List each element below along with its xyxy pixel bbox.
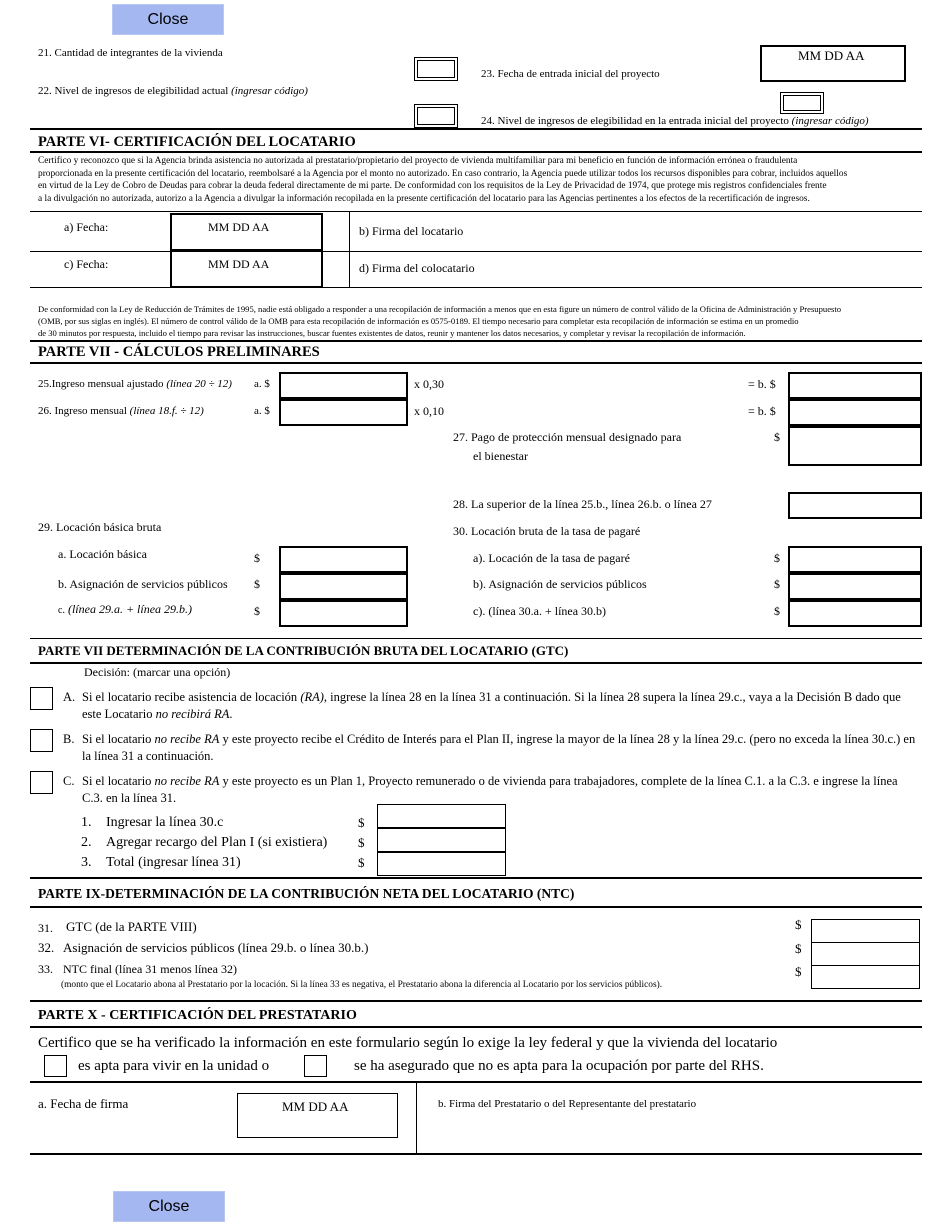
line-29b-field[interactable]	[279, 573, 408, 600]
line-28-label: 28. La superior de la línea 25.b., línea 26.b. o línea 27	[453, 497, 712, 511]
line-32-label: Asignación de servicios públicos (línea 29.b. o línea 30.b.)	[63, 940, 369, 955]
divider	[30, 251, 922, 252]
cotenant-signature-label: d) Firma del colocatario	[359, 261, 475, 275]
line-30-label: 30. Locación bruta de la tasa de pagaré	[453, 524, 641, 538]
divider	[30, 638, 922, 639]
date-placeholder: MM DD AA	[798, 48, 865, 63]
not-habitable-checkbox[interactable]	[304, 1055, 327, 1077]
date-a-field[interactable]	[170, 213, 323, 251]
decision-b-letter: B.	[63, 732, 75, 746]
line-32-number: 32.	[38, 940, 55, 955]
part-7-title: PARTE VII - CÁLCULOS PRELIMINARES	[38, 344, 320, 360]
decision-a-text: Si el locatario recibe asistencia de locación (RA), ingrese la línea 28 en la línea 31 a continuación. Si la línea 28 supera la línea 29.c., vaya a la Decisión B dado que este Locatario no recibirá RA.	[82, 690, 901, 721]
divider	[30, 1000, 922, 1002]
dollar-sign: $	[254, 577, 260, 591]
decision-label: Decisión: (marcar una opción)	[84, 665, 231, 679]
line-30b-label: b). Asignación de servicios públicos	[473, 577, 647, 591]
habitable-label: es apta para vivir en la unidad o	[78, 1058, 270, 1074]
divider	[30, 287, 922, 288]
line-29b-label: b. Asignación de servicios públicos	[58, 577, 228, 591]
line-25-a-dollar: a. $	[254, 378, 270, 390]
line-33-label: NTC final (línea 31 menos línea 32)	[63, 962, 237, 976]
line-22-field[interactable]	[414, 104, 458, 128]
habitable-checkbox[interactable]	[44, 1055, 67, 1077]
decision-b-text: Si el locatario no recibe RA y este proyecto recibe el Crédito de Interés para el Plan II, ingrese la mayor de la línea 28 y la línea 29.c. (pero no exceda la línea 30.c.) en la línea 31 a continuación.	[82, 732, 916, 763]
dollar-sign: $	[358, 815, 365, 830]
line-30a-label: a). Locación de la tasa de pagaré	[473, 551, 630, 565]
divider	[30, 340, 922, 342]
line-25b-field[interactable]	[788, 372, 922, 399]
sub-3-number: 3.	[81, 855, 92, 870]
line-31-label: GTC (de la PARTE VIII)	[66, 919, 197, 934]
c-lines-field-group	[377, 804, 506, 876]
decision-b-checkbox[interactable]	[30, 729, 53, 752]
line-26-a-dollar: a. $	[254, 405, 270, 417]
dollar-sign: $	[795, 941, 802, 956]
divider	[349, 211, 350, 288]
line-30b-field[interactable]	[788, 573, 922, 600]
dollar-sign: $	[795, 964, 802, 979]
dollar-sign: $	[254, 604, 260, 618]
divider	[30, 1153, 922, 1155]
multiplier-010: x 0,10	[414, 404, 444, 418]
divider	[378, 851, 505, 853]
close-button-top[interactable]: Close	[112, 4, 224, 35]
line-30c-field[interactable]	[788, 600, 922, 627]
line-25-b-dollar: = b. $	[748, 377, 776, 391]
line-30c-label: c). (línea 30.a. + línea 30.b)	[473, 604, 607, 618]
sub-1-label: Ingresar la línea 30.c	[106, 815, 224, 830]
divider	[378, 827, 505, 829]
sign-date-label: a. Fecha de firma	[38, 1096, 129, 1111]
line-22-label: 22. Nivel de ingresos de elegibilidad actual (ingresar código)	[38, 85, 308, 97]
line-31-number: 31.	[38, 921, 53, 935]
dollar-sign: $	[358, 855, 365, 870]
line-21-label: 21. Cantidad de integrantes de la vivienda	[38, 47, 223, 59]
sub-1-number: 1.	[81, 815, 92, 830]
decision-a-checkbox[interactable]	[30, 687, 53, 710]
sub-2-number: 2.	[81, 835, 92, 850]
sub-3-label: Total (ingresar línea 31)	[106, 855, 241, 870]
line-26a-field[interactable]	[279, 399, 408, 426]
part-9-title: PARTE IX-DETERMINACIÓN DE LA CONTRIBUCIÓN NETA DEL LOCATARIO (NTC)	[38, 886, 575, 901]
decision-a-letter: A.	[63, 690, 76, 704]
line-29-label: 29. Locación básica bruta	[38, 520, 162, 534]
omb-notice: De conformidad con la Ley de Reducción de Trámites de 1995, nadie está obligado a responder a una recopilación de información a menos que en esta figure un número de control válido de la Oficina de Administración y Presupuesto (OMB, por sus siglas en inglés). El número de control válido de la OMB para esta recopilación de información es 0575-0189. El tiempo necesario para completar esta recopilación de información se estima en un promedio de 30 minutos por respuesta, incluido el tiempo para revisar las instrucciones, buscar fuentes existentes de datos, reunir y mantener los datos necesarios, y completar y revisar la recopilación de información.	[38, 304, 842, 338]
line-29a-field[interactable]	[279, 546, 408, 573]
line-31-field[interactable]	[811, 919, 920, 943]
line-25a-field[interactable]	[279, 372, 408, 399]
line-29a-label: a. Locación básica	[58, 547, 147, 561]
dollar-sign: $	[774, 604, 780, 618]
date-c-label: c) Fecha:	[64, 257, 109, 271]
dollar-sign: $	[774, 430, 780, 444]
line-23-label: 23. Fecha de entrada inicial del proyecto	[481, 68, 660, 80]
line-29c-field[interactable]	[279, 600, 408, 627]
divider	[30, 906, 922, 908]
decision-c-text: Si el locatario no recibe RA y este proyecto es un Plan 1, Proyecto remunerado o de vivienda para trabajadores, complete de la línea C.1. a la C.3. e ingrese la línea C.3. en la línea 31.	[82, 774, 898, 805]
divider	[30, 128, 922, 130]
part-6-title: PARTE VI- CERTIFICACIÓN DEL LOCATARIO	[38, 134, 356, 150]
divider	[416, 1082, 417, 1154]
line-25-label: 25.Ingreso mensual ajustado (línea 20 ÷ 12)	[38, 378, 232, 390]
tenant-signature-label: b) Firma del locatario	[359, 224, 464, 238]
part-8-title: PARTE VII DETERMINACIÓN DE LA CONTRIBUCIÓN BRUTA DEL LOCATARIO (GTC)	[38, 643, 569, 658]
line-32-field[interactable]	[811, 942, 920, 966]
part-6-paragraph: Certifico y reconozco que si la Agencia brinda asistencia no autorizada al prestatario/propietario del proyecto de vivienda multifamiliar para mi beneficio en función de información errónea o fraudulenta proporcionada en la presente certificación del locatario, reembolsaré a la Agencia por el monto no autorizado. En caso contrario, la Agencia puede utilizar todos los recursos disponibles para cobrar, incluidos aquellos en virtud de la Ley de Cobro de Deudas para cobrar la deuda federal directamente de mi parte. De conformidad con los requisitos de la Ley de Privacidad de 1974, que protege mis registros confidenciales frente a la divulgación no autorizada, autorizo a la Agencia a divulgar la información recopilada en la presente certificación del locatario para las Agencias pertinentes a los efectos de la recertificación de ingresos.	[38, 156, 848, 204]
date-placeholder: MM DD AA	[282, 1099, 349, 1114]
sign-date-field[interactable]	[237, 1093, 398, 1138]
borrower-signature-label: b. Firma del Prestatario o del Representante del prestatario	[438, 1098, 697, 1110]
date-placeholder: MM DD AA	[208, 257, 270, 271]
line-26-label: 26. Ingreso mensual (línea 18.f. ÷ 12)	[38, 405, 204, 417]
divider	[30, 877, 922, 879]
part-10-title: PARTE X - CERTIFICACIÓN DEL PRESTATARIO	[38, 1008, 357, 1023]
dollar-sign: $	[795, 917, 802, 932]
divider	[30, 151, 922, 153]
line-28-field[interactable]	[788, 492, 922, 519]
multiplier-030: x 0,30	[414, 377, 444, 391]
line-29c-label: c. (línea 29.a. + línea 29.b.)	[58, 602, 193, 616]
close-button-bottom[interactable]: Close	[113, 1191, 225, 1222]
divider	[30, 362, 922, 364]
divider	[30, 1081, 922, 1083]
line-24-field[interactable]	[780, 92, 824, 114]
line-27-label: 27. Pago de protección mensual designado para	[453, 430, 682, 444]
divider	[30, 1026, 922, 1028]
borrower-cert-statement: Certifico que se ha verificado la información en este formulario según lo exige la ley federal y que la vivienda del locatario	[38, 1035, 778, 1051]
dollar-sign: $	[358, 835, 365, 850]
line-33-field[interactable]	[811, 965, 920, 989]
date-c-field[interactable]	[170, 250, 323, 288]
line-27-field[interactable]	[788, 426, 922, 466]
date-a-label: a) Fecha:	[64, 220, 109, 234]
line-27-label-cont: el bienestar	[473, 449, 528, 463]
line-33-note: (monto que el Locatario abona al Prestatario por la locación. Si la línea 33 es negativa, el Prestatario abona la diferencia al Locatario por los servicios públicos).	[61, 980, 663, 990]
sub-2-label: Agregar recargo del Plan I (si existiera)	[106, 835, 328, 850]
date-placeholder: MM DD AA	[208, 220, 270, 234]
dollar-sign: $	[774, 551, 780, 565]
line-21-field[interactable]	[414, 57, 458, 81]
dollar-sign: $	[254, 551, 260, 565]
decision-c-checkbox[interactable]	[30, 771, 53, 794]
divider	[30, 211, 922, 212]
line-30a-field[interactable]	[788, 546, 922, 573]
line-26b-field[interactable]	[788, 399, 922, 426]
line-26-b-dollar: = b. $	[748, 404, 776, 418]
not-habitable-label: se ha asegurado que no es apta para la ocupación por parte del RHS.	[354, 1058, 764, 1074]
line-23-date-field[interactable]	[760, 45, 906, 82]
divider	[30, 662, 922, 664]
line-24-label: 24. Nivel de ingresos de elegibilidad en la entrada inicial del proyecto (ingresar código)	[481, 115, 869, 127]
dollar-sign: $	[774, 577, 780, 591]
decision-c-letter: C.	[63, 774, 75, 788]
line-33-number: 33.	[38, 962, 53, 976]
